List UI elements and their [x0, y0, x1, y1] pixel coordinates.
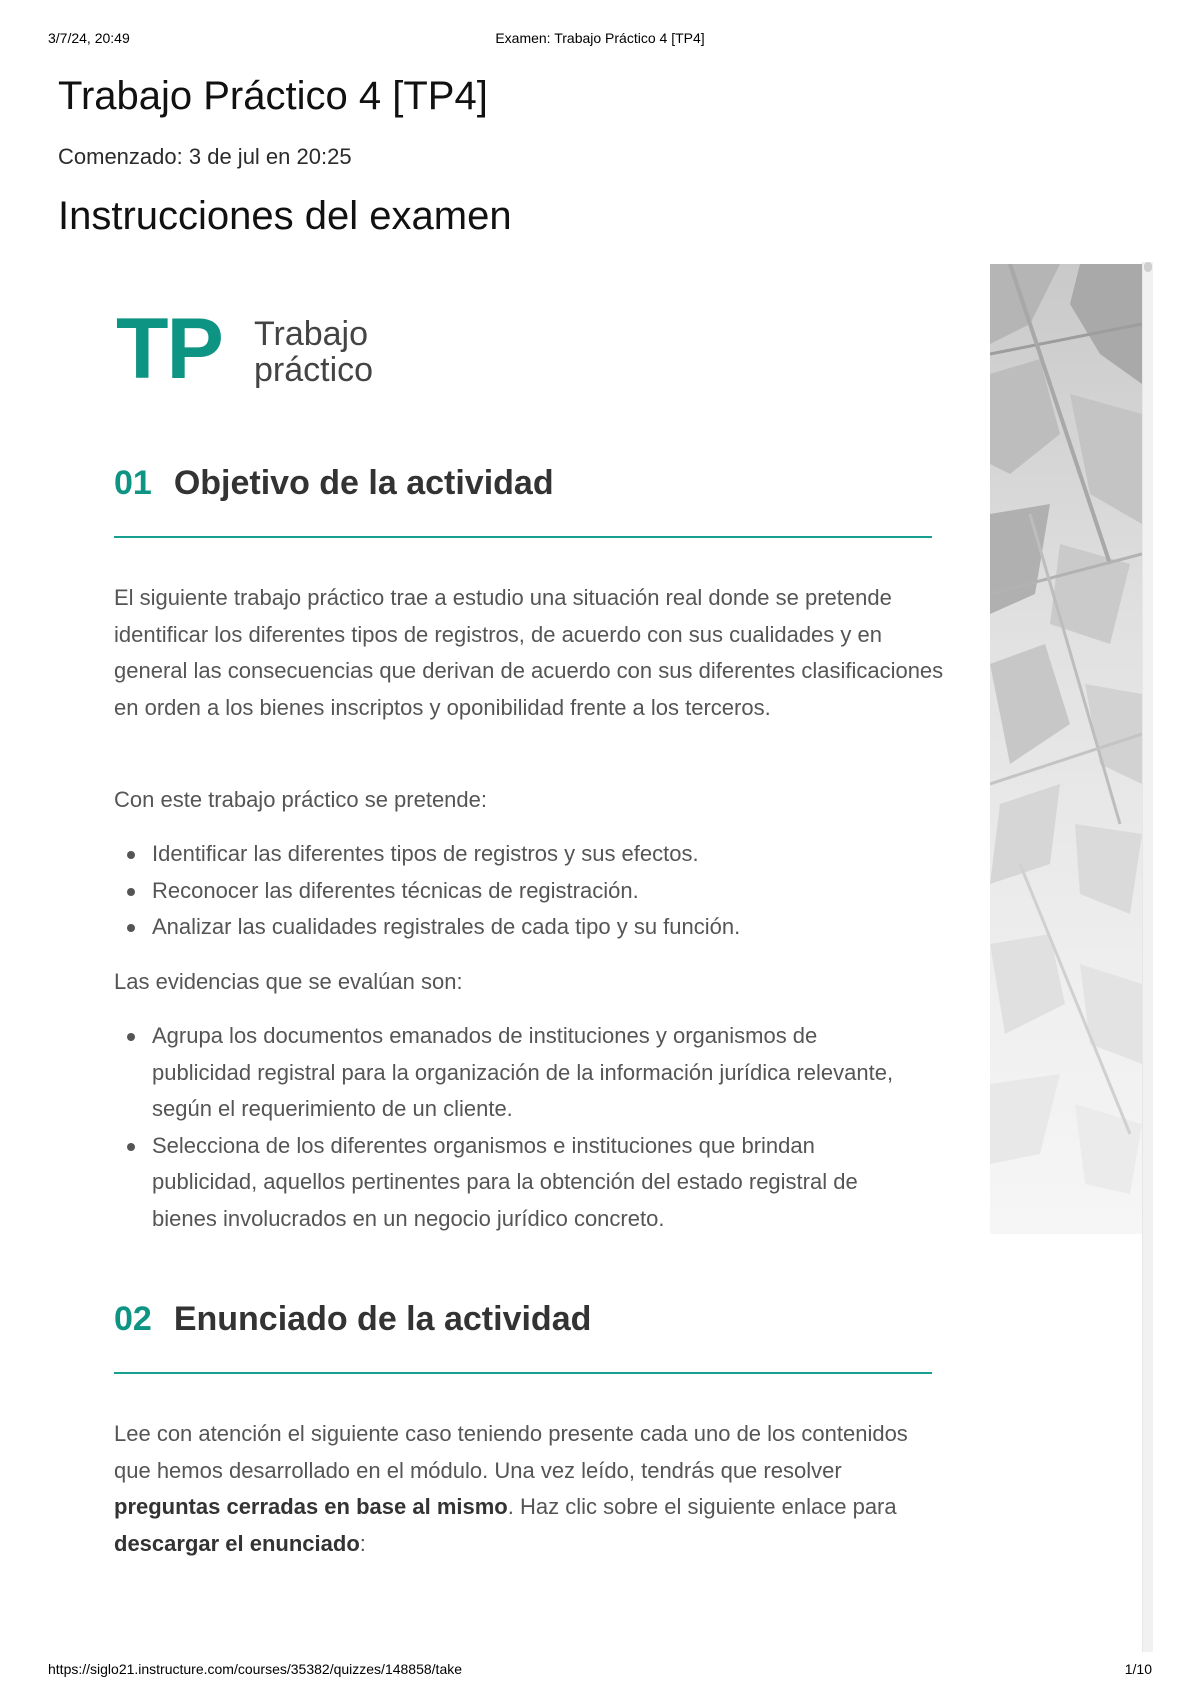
tp-logo-words — [254, 316, 373, 388]
statement-text-3: : — [359, 1530, 366, 1556]
banner-pattern — [990, 264, 1142, 1234]
section-heading-statement — [114, 1300, 591, 1339]
print-footer — [48, 1661, 1152, 1681]
section-divider — [114, 536, 932, 538]
section-title: Enunciado de la actividad — [173, 1300, 592, 1338]
started-label: Comenzado: — [58, 144, 183, 169]
download-statement-link[interactable]: descargar el enunciado — [114, 1530, 360, 1556]
print-date: 3/7/24, 20:49 — [48, 30, 130, 46]
statement-text-1: Lee con atención el siguiente caso teniendo presente cada uno de los contenidos que hemos desarrollado en el módulo. Una vez leído, tendrás que resolver — [114, 1421, 908, 1483]
goals-list — [114, 836, 914, 946]
list-item: Agrupa los documentos emanados de instituciones y organismos de publicidad registral para la organización de la información jurídica relevante, según el requerimiento de un cliente. — [114, 1018, 914, 1128]
started-value: 3 de jul en 20:25 — [188, 144, 352, 169]
print-header — [48, 30, 1152, 50]
tp-logo-line1: Trabajo — [254, 315, 369, 353]
tp-logo — [116, 301, 416, 400]
section-number: 02 — [114, 1300, 152, 1338]
list-item: Analizar las cualidades registrales de cada tipo y su función. — [114, 909, 914, 946]
print-title: Examen: Trabajo Práctico 4 [TP4] — [495, 30, 705, 46]
page-title: Trabajo Práctico 4 [TP4] — [58, 74, 488, 118]
started-info — [58, 144, 352, 170]
list-item: Selecciona de los diferentes organismos e instituciones que brindan publicidad, aquellos pertinentes para la obtención del estado registral de bienes involucrados en un negocio jurídico concreto. — [114, 1128, 914, 1238]
page-number: 1/10 — [1124, 1661, 1152, 1677]
evidence-intro: Las evidencias que se evalúan son: — [114, 969, 463, 994]
print-url: https://siglo21.instructure.com/courses/35382/quizzes/148858/take — [48, 1661, 463, 1677]
goals-intro: Con este trabajo práctico se pretende: — [114, 787, 488, 812]
tp-logo-line2: práctico — [254, 351, 374, 389]
scrollbar-thumb[interactable] — [1144, 262, 1152, 272]
statement-paragraph — [114, 1416, 944, 1562]
decorative-banner-image — [990, 264, 1142, 1234]
tp-logo-letters: TP — [116, 301, 222, 397]
section-divider — [114, 1372, 932, 1374]
list-item: Identificar las diferentes tipos de registros y sus efectos. — [114, 836, 914, 873]
section-heading-objective — [114, 464, 554, 503]
statement-bold-1: preguntas cerradas en base al mismo — [114, 1494, 508, 1519]
section-title: Objetivo de la actividad — [173, 464, 554, 502]
scrollbar[interactable] — [1142, 262, 1153, 1652]
objective-paragraph: El siguiente trabajo práctico trae a estudio una situación real donde se pretende identificar los diferentes tipos de registros, de acuerdo con sus cualidades y en general las consecuencias que derivan de acuerdo con sus diferentes clasificaciones en orden a los bienes inscriptos y oponibilidad frente a los terceros. — [114, 585, 944, 720]
list-item: Reconocer las diferentes técnicas de registración. — [114, 873, 914, 910]
section-number: 01 — [114, 464, 152, 502]
instructions-heading: Instrucciones del examen — [58, 194, 512, 238]
statement-text-2: . Haz clic sobre el siguiente enlace para — [507, 1494, 897, 1519]
evidence-list — [114, 1018, 914, 1237]
